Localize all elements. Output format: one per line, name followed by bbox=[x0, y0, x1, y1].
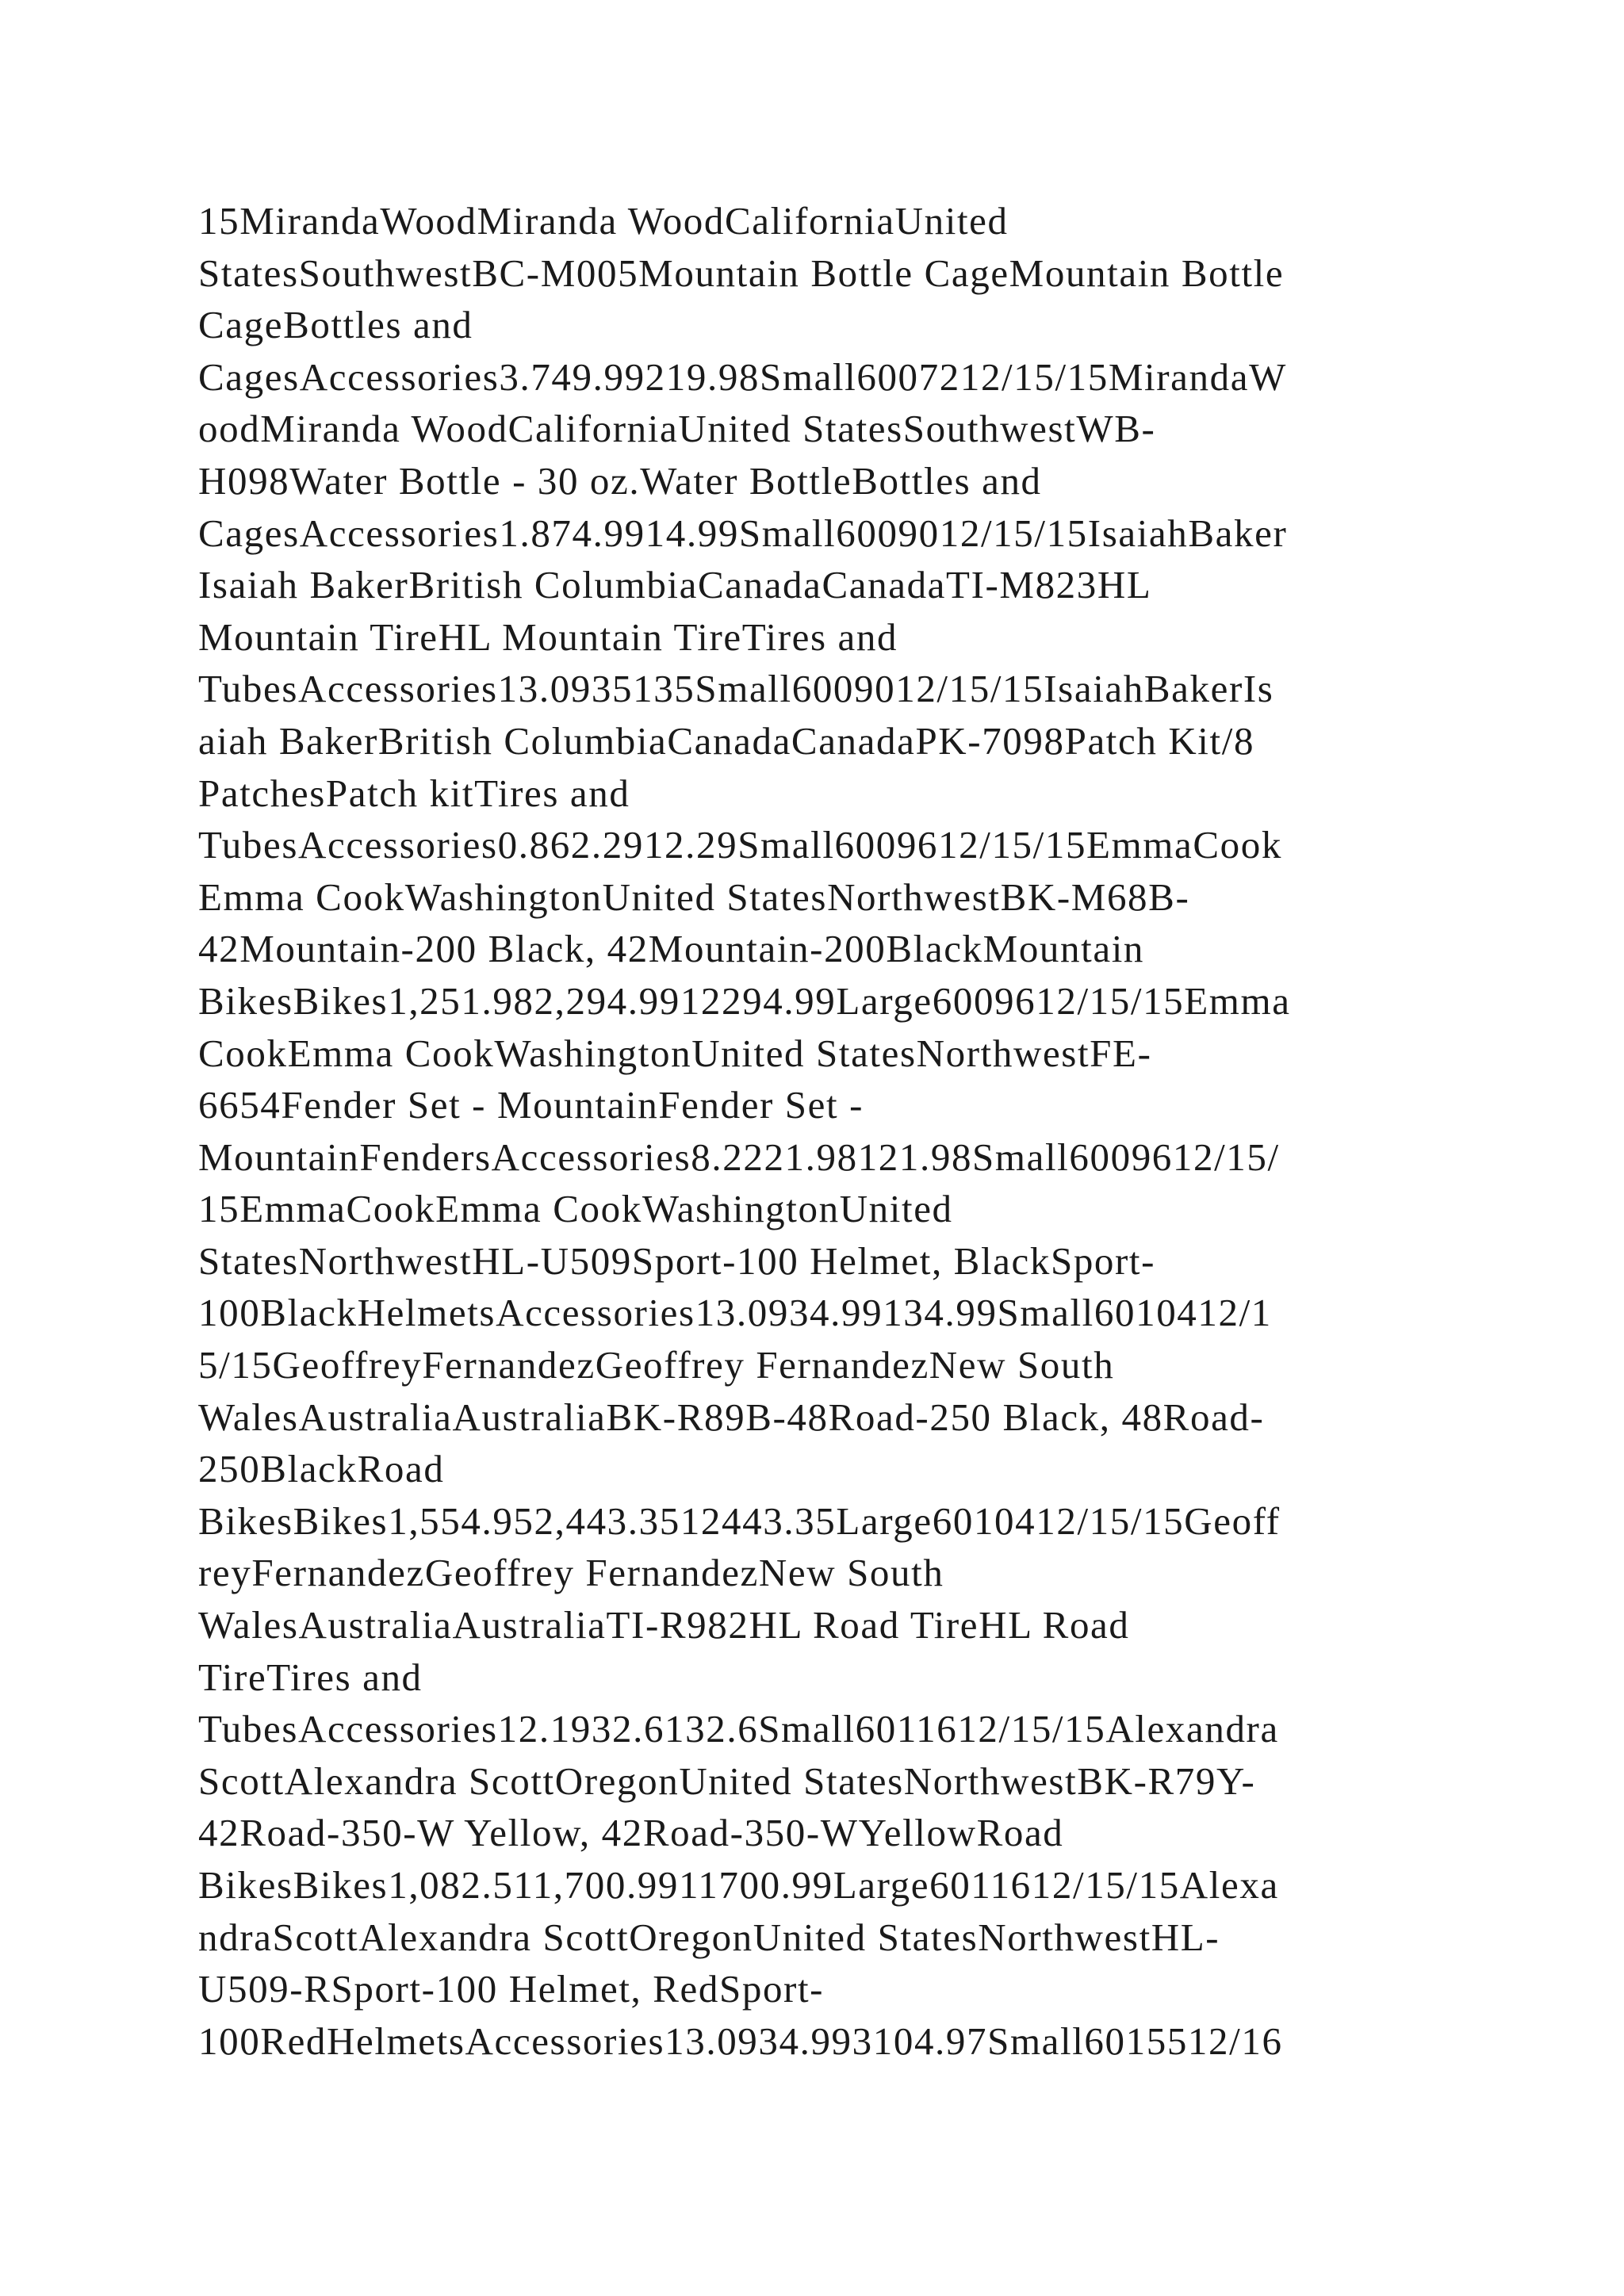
text-line: aiah BakerBritish ColumbiaCanadaCanadaPK-7098Patch Kit/8 bbox=[198, 718, 1255, 763]
text-line: CageBottles and bbox=[198, 303, 473, 347]
text-line: BikesBikes1,554.952,443.3512443.35Large6010412/15/15Geoff bbox=[198, 1498, 1281, 1543]
text-line: U509-RSport-100 Helmet, RedSport- bbox=[198, 1967, 825, 2011]
text-line: 250BlackRoad bbox=[198, 1447, 445, 1491]
text-line: 15MirandaWoodMiranda WoodCaliforniaUnited bbox=[198, 199, 1009, 243]
text-line: CagesAccessories3.749.99219.98Small6007212/15/15MirandaW bbox=[198, 354, 1287, 399]
text-line: ndraScottAlexandra ScottOregonUnited StatesNorthwestHL- bbox=[198, 1915, 1220, 1959]
text-line: StatesSouthwestBC-M005Mountain Bottle CageMountain Bottle bbox=[198, 251, 1285, 295]
text-line: H098Water Bottle - 30 oz.Water BottleBottles and bbox=[198, 458, 1042, 503]
text-line: 42Road-350-W Yellow, 42Road-350-WYellowRoad bbox=[198, 1811, 1064, 1855]
text-line: Isaiah BakerBritish ColumbiaCanadaCanadaTI-M823HL bbox=[198, 563, 1152, 607]
text-line: StatesNorthwestHL-U509Sport-100 Helmet, BlackSport- bbox=[198, 1238, 1156, 1283]
text-line: TubesAccessories13.0935135Small6009012/15/15IsaiahBakerIs bbox=[198, 667, 1274, 711]
text-line: reyFernandezGeoffrey FernandezNew South bbox=[198, 1551, 944, 1595]
text-line: BikesBikes1,251.982,294.9912294.99Large6009612/15/15Emma bbox=[198, 978, 1291, 1023]
text-line: 5/15GeoffreyFernandezGeoffrey FernandezNew South bbox=[198, 1343, 1115, 1387]
text-line: 100BlackHelmetsAccessories13.0934.99134.99Small6010412/1 bbox=[198, 1291, 1272, 1335]
text-line: PatchesPatch kitTires and bbox=[198, 771, 630, 815]
text-line: WalesAustraliaAustraliaBK-R89B-48Road-250 Black, 48Road- bbox=[198, 1395, 1265, 1439]
text-line: ScottAlexandra ScottOregonUnited StatesNorthwestBK-R79Y- bbox=[198, 1758, 1256, 1803]
text-line: 15EmmaCookEmma CookWashingtonUnited bbox=[198, 1187, 953, 1231]
text-line: BikesBikes1,082.511,700.9911700.99Large6011612/15/15Alexa bbox=[198, 1863, 1279, 1907]
text-line: TubesAccessories12.1932.6132.6Small6011612/15/15Alexandra bbox=[198, 1707, 1279, 1751]
text-line: Emma CookWashingtonUnited StatesNorthwestBK-M68B- bbox=[198, 874, 1190, 919]
text-line: CagesAccessories1.874.9914.99Small6009012/15/15IsaiahBaker bbox=[198, 511, 1288, 555]
text-line: oodMiranda WoodCaliforniaUnited StatesSouthwestWB- bbox=[198, 407, 1156, 451]
document-body-text bbox=[198, 195, 1467, 2067]
text-line: TireTires and bbox=[198, 1655, 423, 1699]
text-line: WalesAustraliaAustraliaTI-R982HL Road TireHL Road bbox=[198, 1603, 1130, 1647]
text-line: 42Mountain-200 Black, 42Mountain-200BlackMountain bbox=[198, 927, 1145, 971]
text-line: CookEmma CookWashingtonUnited StatesNorthwestFE- bbox=[198, 1031, 1152, 1075]
text-line: Mountain TireHL Mountain TireTires and bbox=[198, 614, 898, 659]
text-line: 100RedHelmetsAccessories13.0934.993104.97Small6015512/16 bbox=[198, 2019, 1283, 2063]
text-line: 6654Fender Set - MountainFender Set - bbox=[198, 1083, 864, 1127]
text-line: TubesAccessories0.862.2912.29Small6009612/15/15EmmaCook bbox=[198, 823, 1282, 867]
text-line: MountainFendersAccessories8.2221.98121.98Small6009612/15/ bbox=[198, 1135, 1280, 1179]
